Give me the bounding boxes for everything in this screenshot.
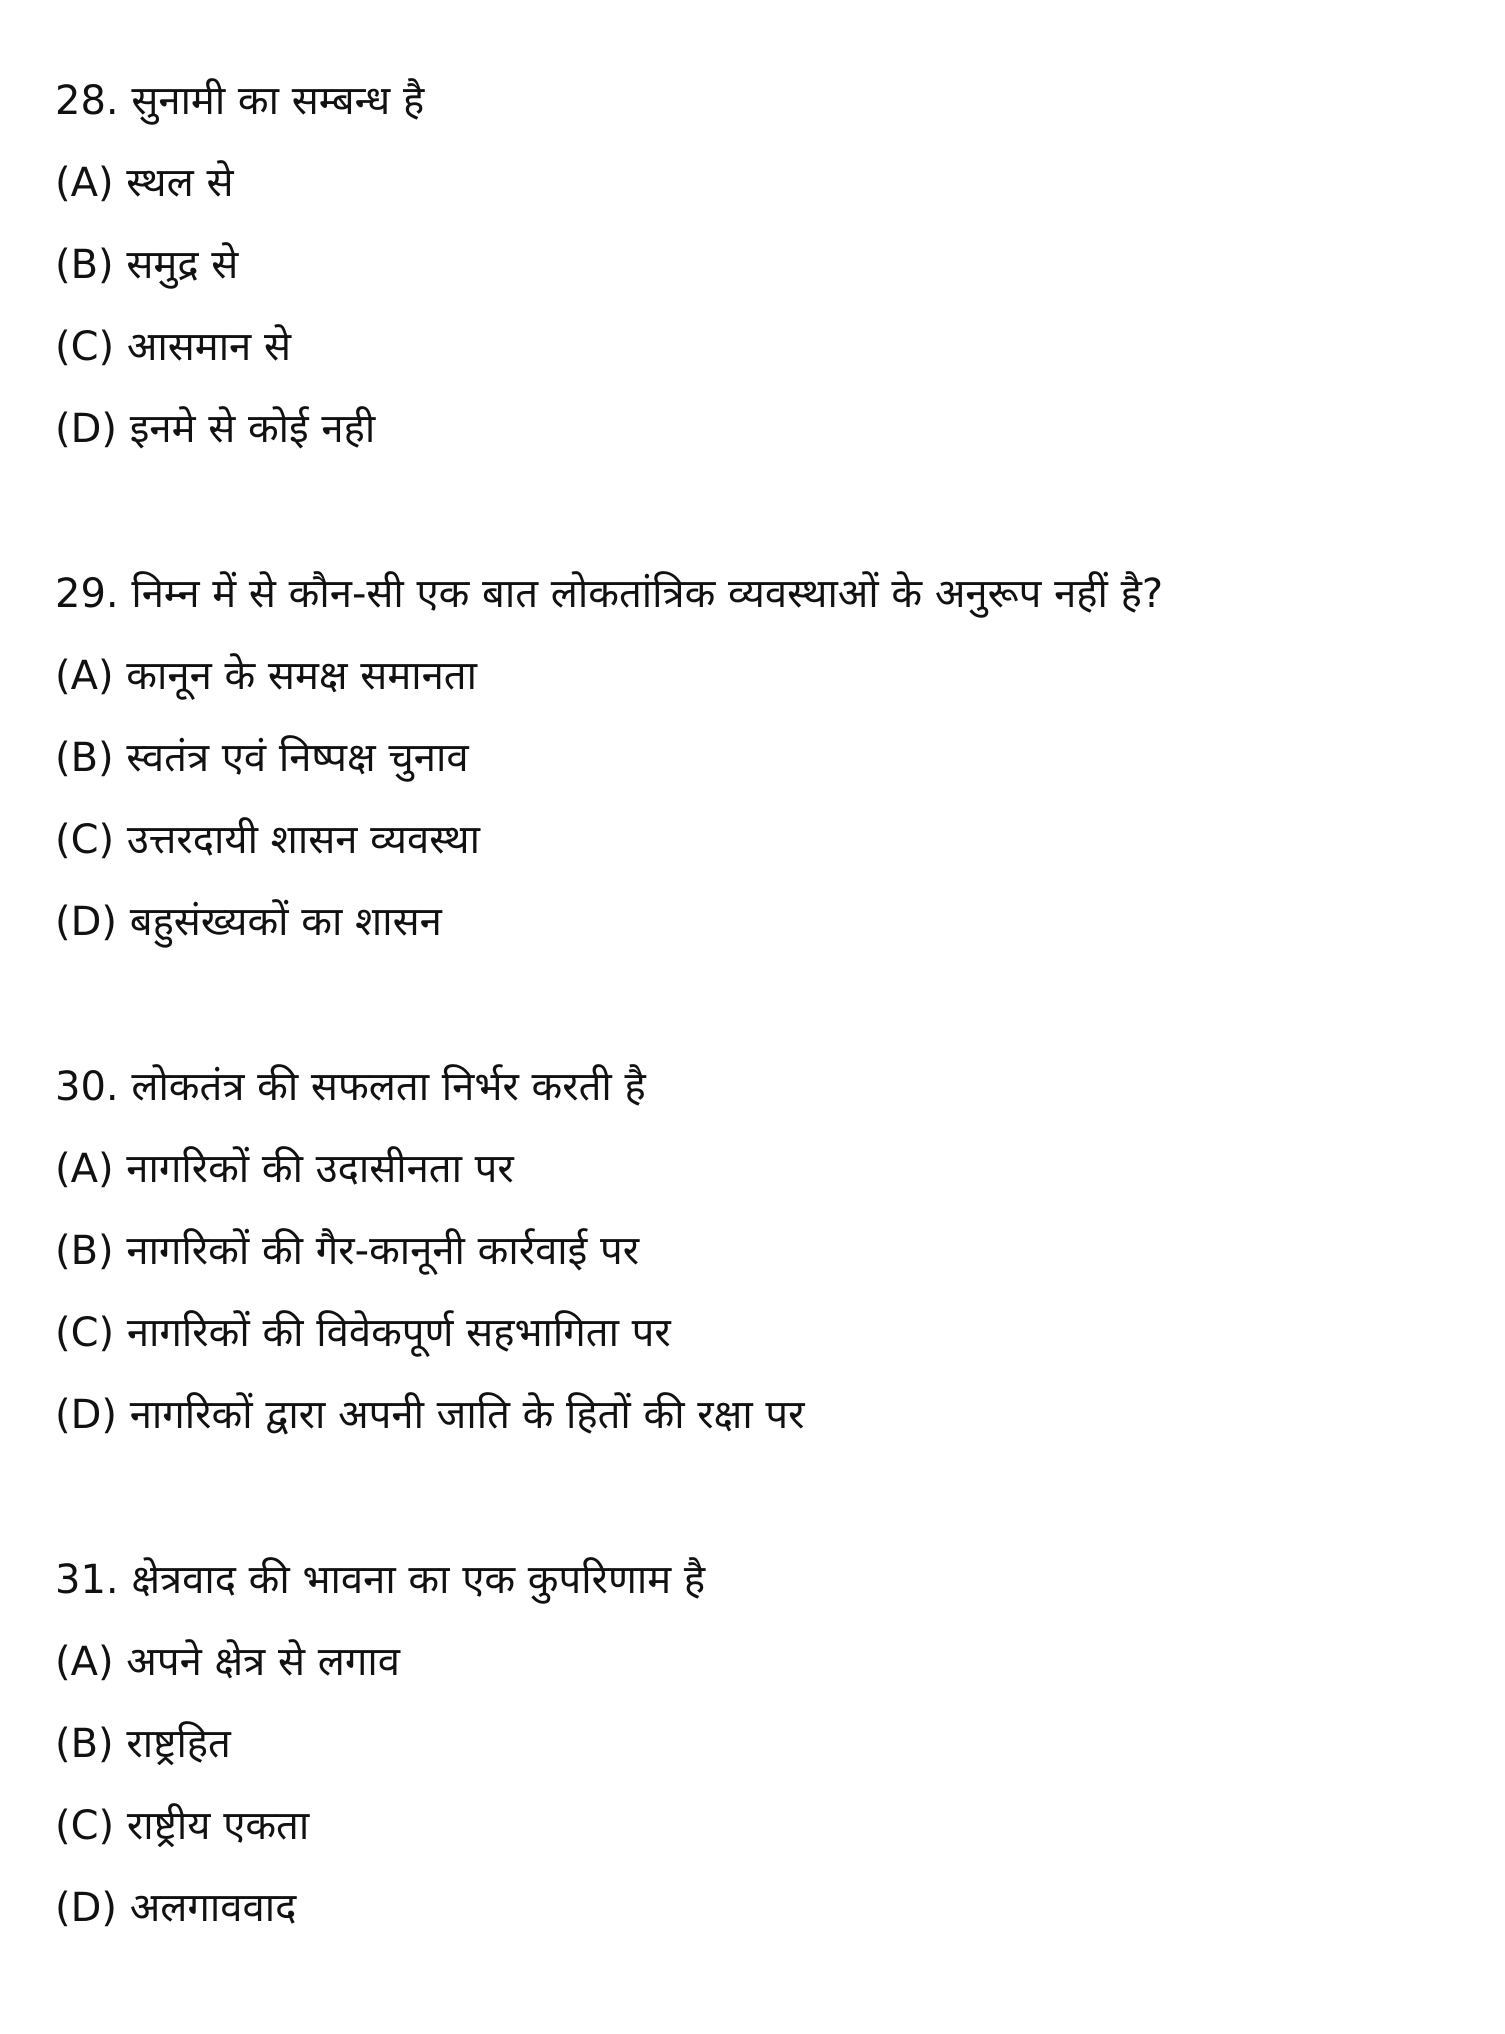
option-d: (D) अलगाववाद bbox=[55, 1885, 297, 1931]
option-c: (C) नागरिकों की विवेकपूर्ण सहभागिता पर bbox=[55, 1310, 671, 1356]
option-d: (D) इनमे से कोई नही bbox=[55, 406, 376, 452]
question-29 bbox=[55, 553, 1455, 963]
option-a: (A) कानून के समक्ष समानता bbox=[55, 653, 477, 699]
question-stem: 29. निम्न में से कौन-सी एक बात लोकतांत्रिक व्यवस्थाओं के अनुरूप नहीं है? bbox=[55, 571, 1164, 617]
question-stem: 28. सुनामी का सम्बन्ध है bbox=[55, 78, 425, 124]
option-d: (D) बहुसंख्यकों का शासन bbox=[55, 899, 442, 945]
question-stem: 30. लोकतंत्र की सफलता निर्भर करती है bbox=[55, 1064, 646, 1110]
option-b: (B) समुद्र से bbox=[55, 242, 239, 288]
option-d: (D) नागरिकों द्वारा अपनी जाति के हितों की रक्षा पर bbox=[55, 1392, 805, 1438]
option-c: (C) आसमान से bbox=[55, 324, 292, 370]
option-a: (A) स्थल से bbox=[55, 160, 234, 206]
option-b: (B) नागरिकों की गैर-कानूनी कार्रवाई पर bbox=[55, 1228, 640, 1274]
question-28 bbox=[55, 60, 1455, 470]
option-c: (C) राष्ट्रीय एकता bbox=[55, 1803, 310, 1849]
question-31 bbox=[55, 1539, 1455, 1949]
option-a: (A) नागरिकों की उदासीनता पर bbox=[55, 1146, 514, 1192]
option-b: (B) राष्ट्रहित bbox=[55, 1721, 231, 1767]
option-b: (B) स्वतंत्र एवं निष्पक्ष चुनाव bbox=[55, 735, 469, 781]
option-c: (C) उत्तरदायी शासन व्यवस्था bbox=[55, 817, 480, 863]
option-a: (A) अपने क्षेत्र से लगाव bbox=[55, 1639, 400, 1685]
question-30 bbox=[55, 1046, 1455, 1456]
question-stem: 31. क्षेत्रवाद की भावना का एक कुपरिणाम है bbox=[55, 1557, 706, 1603]
